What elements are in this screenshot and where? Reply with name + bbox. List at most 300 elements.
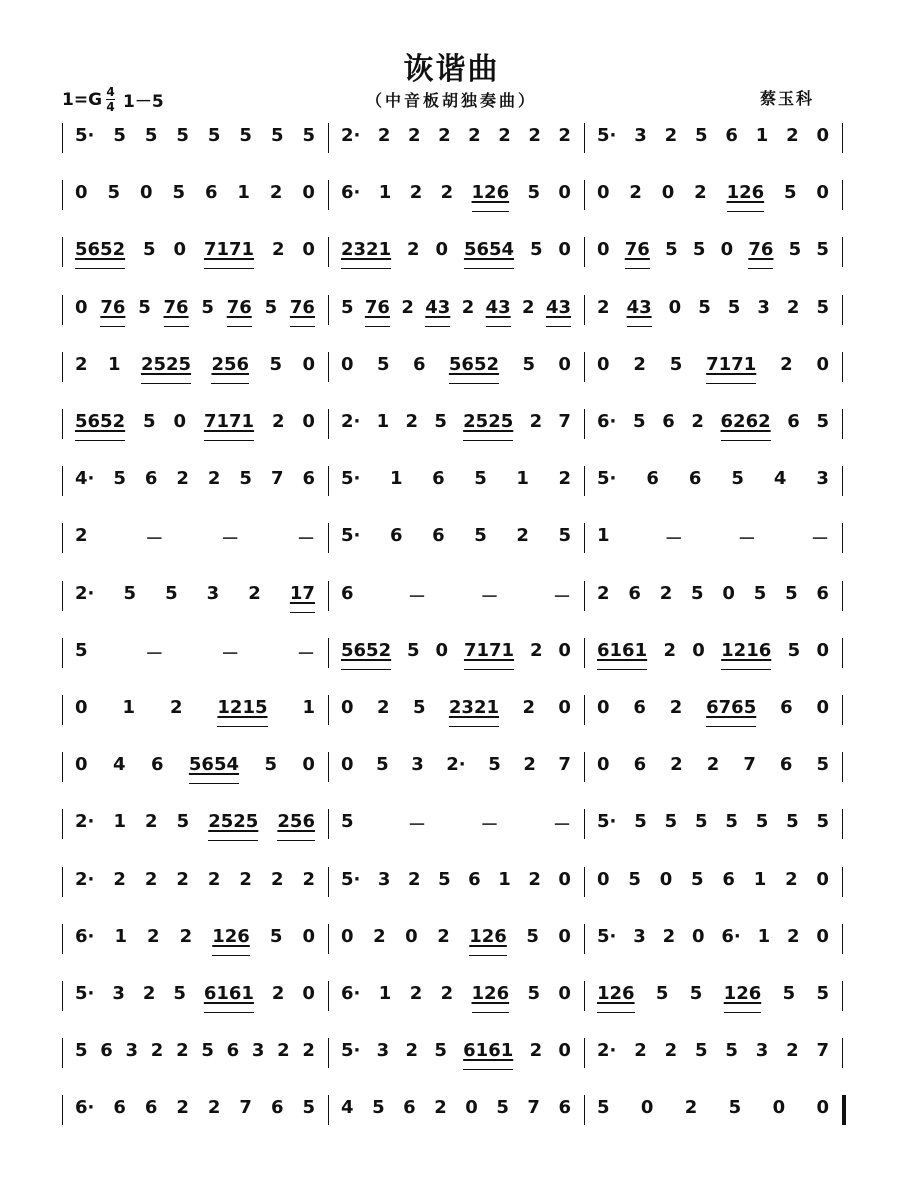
barline (842, 523, 843, 553)
note-group: 5 (691, 868, 704, 890)
notation-line (62, 921, 844, 957)
measure (65, 182, 325, 210)
barline (584, 237, 585, 267)
note-group: 1 (378, 182, 392, 204)
barline (842, 695, 843, 725)
measure (587, 1040, 839, 1068)
note-group: 2 (409, 983, 423, 1004)
note-group: 2 (150, 1040, 164, 1062)
note-group: 0 (816, 697, 829, 718)
note-group: 5 (113, 125, 126, 146)
note-group: 0 (816, 125, 829, 146)
note-group: 1 (378, 983, 392, 1004)
note-group: 2 (145, 811, 158, 833)
note-group: － (145, 643, 164, 665)
note-group: 5 (529, 239, 543, 261)
note-group: 5 (694, 811, 708, 833)
note-group: 5 (728, 1097, 742, 1119)
measure (65, 1040, 325, 1068)
measure (587, 983, 839, 1011)
barline (62, 180, 63, 210)
note-group: 0 (302, 754, 315, 776)
note-group: 5 (784, 182, 797, 204)
notation-line (62, 578, 844, 614)
barline (584, 123, 585, 153)
note-group: 5 (634, 811, 647, 833)
note-group: 0 (75, 697, 88, 718)
note-group: 2 (629, 182, 642, 204)
barline (584, 295, 585, 325)
note-group: 5 (727, 296, 741, 318)
note-group: 2 (785, 868, 798, 890)
barline (328, 123, 329, 153)
note-group: 5 (633, 411, 646, 432)
barline (842, 867, 843, 897)
note-group: － (552, 815, 571, 837)
barline (328, 809, 329, 839)
barline (62, 352, 63, 382)
note-group: 2 (147, 925, 160, 947)
note-group: 5 (558, 525, 571, 547)
measure (587, 640, 839, 668)
note-group: 5 (113, 468, 126, 490)
note-group: 5· (597, 811, 617, 833)
note-group: 2 (529, 411, 543, 432)
note-group: 6161 (463, 1040, 514, 1062)
note-group: 43 (545, 296, 571, 318)
barline (584, 981, 585, 1011)
note-group: 0 (816, 925, 829, 947)
note-group: 5 (816, 754, 829, 776)
note-group: 4 (773, 468, 787, 490)
barline (584, 466, 585, 496)
measure (587, 125, 839, 153)
note-group: 2 (169, 697, 183, 718)
note-group: 7171 (706, 353, 757, 375)
note-group: 0 (772, 1097, 786, 1119)
note-group: 7171 (203, 239, 255, 261)
note-group: 2 (376, 697, 390, 718)
note-group: 2 (176, 468, 189, 490)
barline (328, 867, 329, 897)
note-group: 2 (373, 925, 386, 947)
notation-line (62, 864, 844, 900)
note-group: － (408, 815, 427, 837)
measure (331, 411, 581, 439)
barline (842, 352, 843, 382)
measure (331, 182, 581, 210)
note-group: 5 (753, 582, 767, 604)
barline (584, 581, 585, 611)
note-group: － (552, 586, 571, 608)
note-group: 6262 (720, 411, 771, 432)
note-group: 2 (302, 868, 315, 890)
note-group: 2· (446, 754, 466, 776)
note-group: 6 (113, 1097, 126, 1119)
note-group: 6 (432, 468, 445, 490)
note-group: 5 (372, 1097, 385, 1119)
note-group: 5 (107, 182, 121, 204)
note-group: 5 (788, 239, 802, 261)
barline (62, 466, 63, 496)
note-group: 2 (597, 582, 610, 604)
measure (65, 869, 325, 897)
note-group: 5 (689, 983, 703, 1004)
barline (842, 237, 843, 267)
score-title: 诙谐曲 (403, 52, 500, 87)
measure (587, 297, 839, 325)
barline (328, 352, 329, 382)
measure (331, 640, 581, 668)
note-group: 1 (597, 525, 610, 547)
barline (62, 809, 63, 839)
note-group: 1 (755, 125, 769, 146)
note-group: 5 (144, 125, 158, 146)
barline (328, 695, 329, 725)
note-group: 5 (201, 1040, 214, 1062)
note-group: 5 (816, 811, 829, 833)
note-group: 7 (558, 411, 571, 432)
note-group: 2 (706, 754, 720, 776)
note-group: 43 (626, 296, 652, 318)
note-group: 0 (597, 754, 610, 776)
note-group: 5 (201, 296, 214, 318)
note-group: 76 (226, 296, 252, 318)
note-group: 2 (528, 868, 541, 890)
note-group: 126 (471, 182, 510, 204)
note-group: 7171 (463, 639, 515, 661)
barline (842, 924, 843, 954)
note-group: 0 (597, 182, 610, 204)
note-group: 6 (787, 411, 800, 432)
note-group: － (664, 529, 683, 551)
note-group: 0 (302, 925, 315, 947)
barline (62, 867, 63, 897)
note-group: 7 (527, 1097, 540, 1119)
note-group: 6 (688, 468, 702, 490)
barline (62, 581, 63, 611)
barline (584, 752, 585, 782)
note-group: 5 (302, 125, 315, 146)
note-group: 0 (597, 697, 610, 718)
note-group: 2 (558, 468, 571, 490)
note-group: 2 (523, 754, 536, 776)
note-group: － (296, 643, 315, 665)
barline (328, 581, 329, 611)
note-group: 2 (670, 754, 683, 776)
score-subtitle: （中音板胡独奏曲） (365, 91, 537, 110)
note-group: 5 (264, 296, 278, 318)
barline (584, 1038, 585, 1068)
note-group: 2 (528, 125, 541, 146)
note-group: 5 (143, 239, 156, 261)
note-group: 6 (226, 1040, 240, 1062)
note-group: 43 (425, 296, 451, 318)
note-group: － (480, 815, 499, 837)
note-group: 2 (664, 125, 678, 146)
note-group: 76 (624, 239, 650, 261)
note-group: 2· (341, 125, 361, 146)
barline (328, 752, 329, 782)
note-group: 0 (722, 582, 735, 604)
note-group: 2 (75, 353, 88, 375)
note-group: 3 (376, 1040, 390, 1062)
note-group: 4 (112, 754, 126, 776)
note-group: 5 (816, 296, 829, 318)
note-group: 0 (558, 1040, 571, 1062)
note-group: 0 (302, 182, 315, 204)
note-group: 5 (264, 754, 277, 776)
note-group: 0 (692, 925, 705, 947)
measure (587, 583, 839, 611)
measure (331, 525, 581, 553)
note-group: 5654 (463, 239, 515, 261)
note-group: 2 (437, 925, 450, 947)
note-group: 5· (597, 925, 617, 947)
note-group: 5 (176, 125, 189, 146)
measure (65, 125, 325, 153)
note-group: 5 (75, 639, 88, 661)
note-group: 5 (176, 811, 190, 833)
measure (65, 926, 325, 954)
note-group: 2 (176, 1040, 189, 1062)
measure (587, 239, 839, 267)
note-group: 2 (377, 125, 391, 146)
notation-line (62, 1092, 844, 1128)
measure (65, 983, 325, 1011)
note-group: 2 (271, 239, 285, 261)
note-group: 2 (787, 925, 800, 947)
note-group: 2 (407, 239, 420, 261)
note-group: 1 (114, 925, 127, 947)
note-group: 3 (633, 925, 646, 947)
note-group: 2 (780, 353, 793, 375)
barline (328, 638, 329, 668)
note-group: 5 (527, 182, 541, 204)
measure (65, 1097, 325, 1125)
barline (842, 981, 843, 1011)
note-group: 0 (75, 296, 88, 318)
barline (328, 466, 329, 496)
note-group: 5 (664, 811, 678, 833)
note-group: 0 (558, 182, 571, 204)
note-group: 2 (558, 125, 571, 146)
barline (842, 409, 843, 439)
note-group: 5 (239, 468, 252, 490)
note-group: 2525 (140, 353, 192, 375)
note-group: 6· (721, 925, 741, 947)
note-group: 5 (785, 582, 798, 604)
note-group: 5 (474, 525, 487, 547)
note-group: 2 (409, 182, 423, 204)
barline (62, 1038, 63, 1068)
note-group: 126 (726, 182, 765, 204)
note-group: 5652 (75, 239, 126, 261)
barline (62, 123, 63, 153)
note-group: 1 (516, 468, 529, 490)
note-group: 43 (485, 296, 511, 318)
measure (331, 297, 581, 325)
note-group: 5 (691, 582, 704, 604)
note-group: 5· (341, 868, 361, 890)
note-group: 2 (401, 296, 414, 318)
note-group: 5 (669, 353, 683, 375)
note-group: 5 (269, 353, 283, 375)
barline (842, 638, 843, 668)
notation-line (62, 120, 844, 156)
note-group: 6 (722, 868, 735, 890)
measure (65, 525, 325, 553)
note-group: 2 (662, 925, 676, 947)
note-group: 7 (558, 754, 571, 776)
note-group: 3 (634, 125, 647, 146)
note-group: 6 (816, 582, 829, 604)
note-group: 2 (461, 296, 475, 318)
note-group: 5 (816, 411, 829, 432)
note-group: 2 (633, 353, 646, 375)
note-group: 5 (75, 1040, 88, 1062)
barline (62, 295, 63, 325)
note-group: 2 (786, 296, 800, 318)
measure (587, 354, 839, 382)
note-group: 3 (251, 1040, 265, 1062)
barline (328, 180, 329, 210)
measure (331, 983, 581, 1011)
note-group: － (480, 586, 499, 608)
note-group: 5· (597, 125, 617, 146)
note-group: 5 (816, 983, 829, 1004)
note-group: 7 (239, 1097, 252, 1119)
note-group: 7 (270, 468, 284, 490)
note-group: 5 (698, 296, 711, 318)
note-group: 0 (668, 296, 682, 318)
measure (65, 297, 325, 325)
note-group: 2 (516, 525, 529, 547)
note-group: 5 (376, 353, 390, 375)
measure (65, 354, 325, 382)
note-group: － (296, 529, 315, 551)
barline (842, 1095, 846, 1125)
note-group: 0 (640, 1097, 654, 1119)
note-group: 5· (341, 525, 361, 547)
note-group: 5652 (448, 353, 500, 375)
measure (65, 754, 325, 782)
note-group: 5 (755, 811, 769, 833)
note-group: 2 (269, 182, 283, 204)
note-group: 3 (755, 1040, 769, 1062)
note-group: 0 (558, 925, 571, 947)
barline (842, 1038, 843, 1068)
barline (328, 237, 329, 267)
note-group: 2 (271, 983, 285, 1004)
measure (65, 583, 325, 611)
measure (587, 754, 839, 782)
measure (587, 182, 839, 210)
measure (587, 1097, 839, 1125)
barline (842, 752, 843, 782)
note-group: 0 (75, 182, 88, 204)
note-group: 6161 (597, 639, 648, 661)
barline (584, 695, 585, 725)
note-group: 5 (269, 925, 283, 947)
notation-line (62, 349, 844, 385)
barline (328, 295, 329, 325)
note-group: 76 (364, 296, 390, 318)
note-group: － (221, 529, 240, 551)
note-group: 5 (526, 925, 539, 947)
note-group: 5 (138, 296, 151, 318)
note-group: 5 (434, 1040, 447, 1062)
note-group: 3 (112, 983, 125, 1004)
note-group: 6 (150, 754, 164, 776)
note-group: 2 (529, 1040, 543, 1062)
note-group: 5 (522, 353, 535, 375)
notation-line (62, 806, 844, 842)
note-group: 2 (113, 868, 126, 890)
note-group: 0 (816, 182, 829, 204)
barline (328, 523, 329, 553)
note-group: 2 (440, 182, 454, 204)
note-group: － (811, 529, 829, 551)
note-group: 2 (468, 125, 481, 146)
note-group: 2 (522, 697, 535, 718)
note-group: 6 (633, 697, 646, 718)
note-group: 1216 (721, 639, 772, 661)
note-group: 6 (628, 582, 641, 604)
note-group: 2 (529, 639, 543, 661)
notation-line (62, 177, 844, 213)
note-group: 0 (558, 868, 571, 890)
note-group: 6 (412, 353, 426, 375)
note-group: 6 (646, 468, 659, 490)
note-group: 2 (438, 125, 451, 146)
note-group: 2· (597, 1040, 617, 1062)
note-group: 5 (474, 468, 487, 490)
note-group: 6 (144, 1097, 158, 1119)
note-group: 0 (720, 239, 734, 261)
note-group: 0 (341, 925, 354, 947)
note-group: 0 (173, 239, 187, 261)
note-group: 2 (522, 296, 535, 318)
barline (584, 523, 585, 553)
note-group: 5 (412, 697, 426, 718)
barline (328, 409, 329, 439)
pitch-range: 1－5 (123, 92, 164, 112)
note-group: 5 (786, 811, 799, 833)
note-group: 1 (122, 697, 135, 718)
measure (587, 697, 839, 725)
note-group: 6 (403, 1097, 416, 1119)
barline (584, 809, 585, 839)
note-group: 76 (748, 239, 774, 261)
note-group: 2 (271, 411, 285, 432)
note-group: 5· (597, 468, 617, 490)
note-group: 5 (165, 582, 178, 604)
note-group: 2 (408, 868, 421, 890)
measure (65, 411, 325, 439)
note-group: 1 (498, 868, 511, 890)
note-group: 3 (816, 468, 829, 490)
note-group: 7 (816, 1040, 829, 1062)
measure (587, 811, 839, 839)
note-group: 0 (659, 868, 673, 890)
note-group: 5 (172, 182, 185, 204)
note-group: 6· (75, 925, 95, 947)
note-group: 5 (816, 239, 829, 261)
measure (331, 354, 581, 382)
note-group: 5652 (75, 411, 126, 432)
note-group: 6 (662, 411, 675, 432)
